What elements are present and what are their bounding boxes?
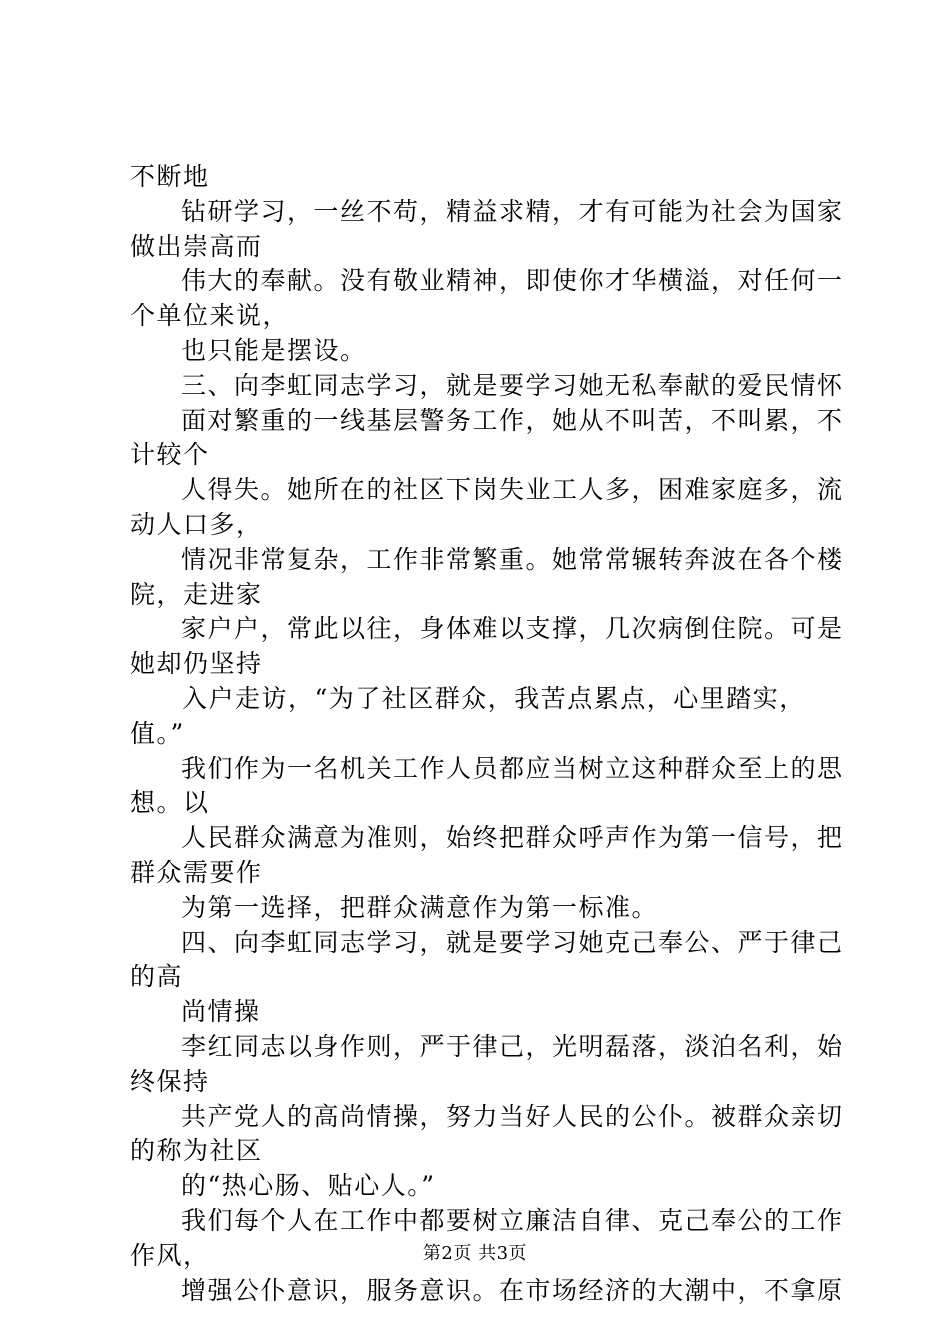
text-line: 动人口多， <box>130 509 263 539</box>
text-line: 的“热心肠、贴心人。” <box>181 1171 436 1201</box>
text-line: 人得失。她所在的社区下岗失业工人多，困难家庭多，流 <box>181 475 844 505</box>
text-line: 她却仍坚持 <box>130 649 263 679</box>
text-line: 院，走进家 <box>130 579 263 609</box>
text-line: 值。” <box>130 718 185 748</box>
text-line: 终保持 <box>130 1066 210 1096</box>
text-line: 的称为社区 <box>130 1136 263 1166</box>
text-line: 个单位来说， <box>130 301 290 331</box>
text-line: 我们每个人在工作中都要树立廉洁自律、克己奉公的工作 <box>181 1205 844 1235</box>
page-footer: 第2页 共3页 <box>422 1243 528 1264</box>
text-line: 面对繁重的一线基层警务工作，她从不叫苦，不叫累，不 <box>181 405 844 435</box>
text-line: 共产党人的高尚情操，努力当好人民的公仆。被群众亲切 <box>181 1101 844 1131</box>
text-line: 增强公仆意识，服务意识。在市场经济的大潮中，不拿原 <box>181 1275 844 1305</box>
text-line: 人民群众满意为准则，始终把群众呼声作为第一信号，把 <box>181 823 844 853</box>
text-line: 想。以 <box>130 788 210 818</box>
text-line: 也只能是摆设。 <box>181 335 367 365</box>
text-line: 尚情操 <box>181 997 261 1027</box>
text-line: 为第一选择，把群众满意作为第一标准。 <box>181 892 659 922</box>
text-line: 做出崇高而 <box>130 231 263 261</box>
text-line: 我们作为一名机关工作人员都应当树立这种群众至上的思 <box>181 753 844 783</box>
text-line: 情况非常复杂，工作非常繁重。她常常辗转奔波在各个楼 <box>181 544 844 574</box>
text-line: 李红同志以身作则，严于律己，光明磊落，淡泊名利，始 <box>181 1031 844 1061</box>
text-line: 计较个 <box>130 440 210 470</box>
text-line: 钻研学习，一丝不苟，精益求精，才有可能为社会为国家 <box>181 196 844 226</box>
text-line: 伟大的奉献。没有敬业精神，即使你才华横溢，对任何一 <box>181 266 844 296</box>
text-line: 家户户，常此以往，身体难以支撑，几次病倒住院。可是 <box>181 614 844 644</box>
text-line: 三、向李虹同志学习，就是要学习她无私奉献的爱民情怀 <box>181 370 844 400</box>
text-line: 的高 <box>130 962 184 992</box>
text-line: 作风， <box>130 1240 210 1270</box>
text-line: 不断地 <box>130 162 210 191</box>
text-line: 入户走访，“为了社区群众，我苦点累点，心里踏实， <box>182 683 806 713</box>
text-line: 四、向李虹同志学习，就是要学习她克己奉公、严于律己 <box>181 927 844 957</box>
text-line: 群众需要作 <box>130 857 263 887</box>
document-body <box>130 160 844 1308</box>
